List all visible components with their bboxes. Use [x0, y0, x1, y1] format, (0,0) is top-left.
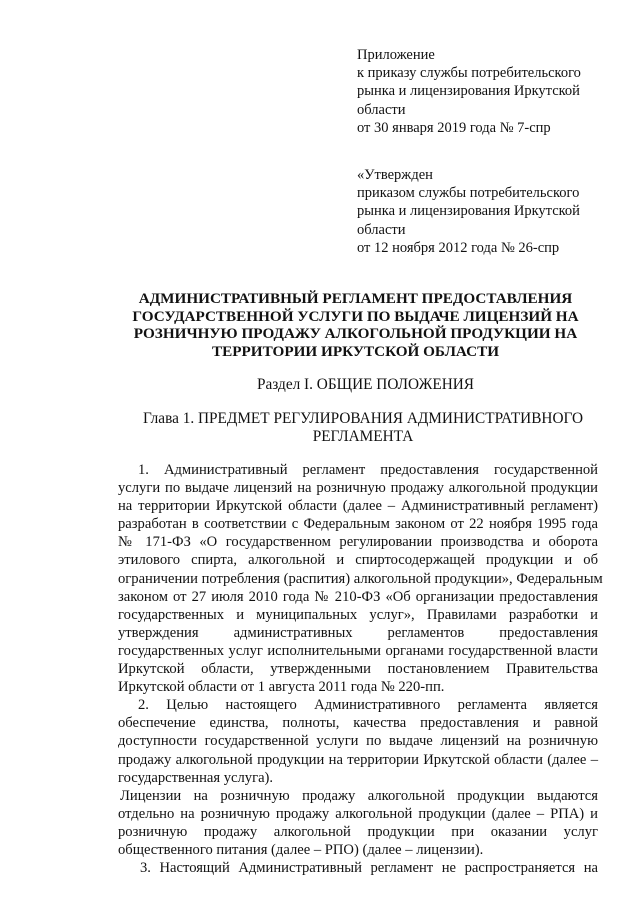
appendix-line: к приказу службы потребительского	[357, 65, 581, 82]
text-line: Иркутской области, утвержденными постановлением Правительства	[118, 661, 598, 678]
appendix-note	[357, 46, 581, 137]
text-line: 1. Административный регламент предоставления государственной	[138, 462, 598, 478]
appendix-line: рынка и лицензирования Иркутской	[357, 83, 580, 100]
text-line: Иркутской области от 1 августа 2011 года № 220-пп.	[118, 679, 445, 696]
text-line: продажу алкогольной продукции на территории Иркутской области (далее –	[118, 751, 598, 768]
text-line: утверждения административных регламентов предоставления	[118, 624, 598, 641]
text-line: законом от 27 июля 2010 года № 210-ФЗ «Об организации предоставления	[118, 588, 598, 605]
text-line: ограничении потребления (распития) алкогольной продукции», Федеральным	[118, 570, 603, 587]
text-line: государственных услуг исполнительными органами государственной власти	[118, 642, 598, 659]
text-line: на территории Иркутской области (далее – Административный регламент)	[118, 498, 598, 515]
approval-line: «Утвержден	[357, 167, 433, 183]
document-title	[118, 290, 593, 360]
text-line: общественного питания (далее – РПО) (далее – лицензии).	[118, 841, 484, 858]
chapter-heading	[118, 410, 608, 446]
text-line: государственных и муниципальных услуг», Правилами разработки и	[118, 606, 598, 623]
document-body	[118, 461, 603, 877]
approval-line: приказом службы потребительского	[357, 185, 580, 202]
section-heading-text: Раздел I. ОБЩИЕ ПОЛОЖЕНИЯ	[256, 376, 475, 393]
title-line: ТЕРРИТОРИИ ИРКУТСКОЙ ОБЛАСТИ	[211, 342, 500, 360]
chapter-line: РЕГЛАМЕНТА	[312, 428, 414, 445]
text-line: этилового спирта, алкогольной и спиртосодержащей продукции и об	[118, 552, 598, 569]
appendix-line: от 30 января 2019 года № 7-спр	[357, 119, 551, 136]
text-line: государственная услуга).	[118, 769, 274, 786]
text-line: Лицензии на розничную продажу алкогольной продукции выдаются	[120, 787, 598, 804]
approval-line: рынка и лицензирования Иркутской	[357, 203, 580, 220]
paragraph-3	[118, 787, 598, 859]
paragraph-2	[118, 696, 598, 786]
paragraph-4	[118, 859, 598, 877]
text-line: услуги по выдаче лицензий на розничную продажу алкогольной продукции	[118, 480, 598, 497]
appendix-line: Приложение	[357, 47, 435, 63]
text-line: доступности государственной услуги по выдаче лицензий на розничную	[118, 733, 598, 750]
text-line: розничную продажу алкогольной продукции при оказании услуг	[118, 823, 598, 840]
text-line: обеспечение единства, полноты, качества предоставления и равной	[118, 715, 598, 732]
section-heading	[0, 376, 639, 394]
approval-note	[357, 166, 580, 257]
paragraph-1	[118, 461, 603, 696]
text-line: разработан в соответствии с Федеральным законом от 22 ноября 1995 года	[118, 516, 598, 533]
approval-line: от 12 ноября 2012 года № 26-спр	[357, 239, 560, 256]
title-line: ГОСУДАРСТВЕННОЙ УСЛУГИ ПО ВЫДАЧЕ ЛИЦЕНЗИЙ НА	[132, 307, 579, 325]
text-line: № 171-ФЗ «О государственном регулировании производства и оборота	[118, 534, 598, 551]
title-line: РОЗНИЧНУЮ ПРОДАЖУ АЛКОГОЛЬНОЙ ПРОДУКЦИИ НА	[133, 325, 578, 342]
title-line: АДМИНИСТРАТИВНЫЙ РЕГЛАМЕНТ ПРЕДОСТАВЛЕНИЯ	[138, 290, 573, 307]
text-line: 3. Настоящий Административный регламент не распространяется на	[140, 860, 598, 877]
text-line: отдельно на розничную продажу алкогольной продукции (далее – РПА) и	[118, 805, 598, 822]
approval-line: области	[357, 221, 406, 238]
text-line: 2. Целью настоящего Административного регламента является	[138, 697, 598, 714]
appendix-line: области	[357, 101, 406, 118]
chapter-line: Глава 1. ПРЕДМЕТ РЕГУЛИРОВАНИЯ АДМИНИСТРАТИВНОГО	[142, 410, 584, 427]
